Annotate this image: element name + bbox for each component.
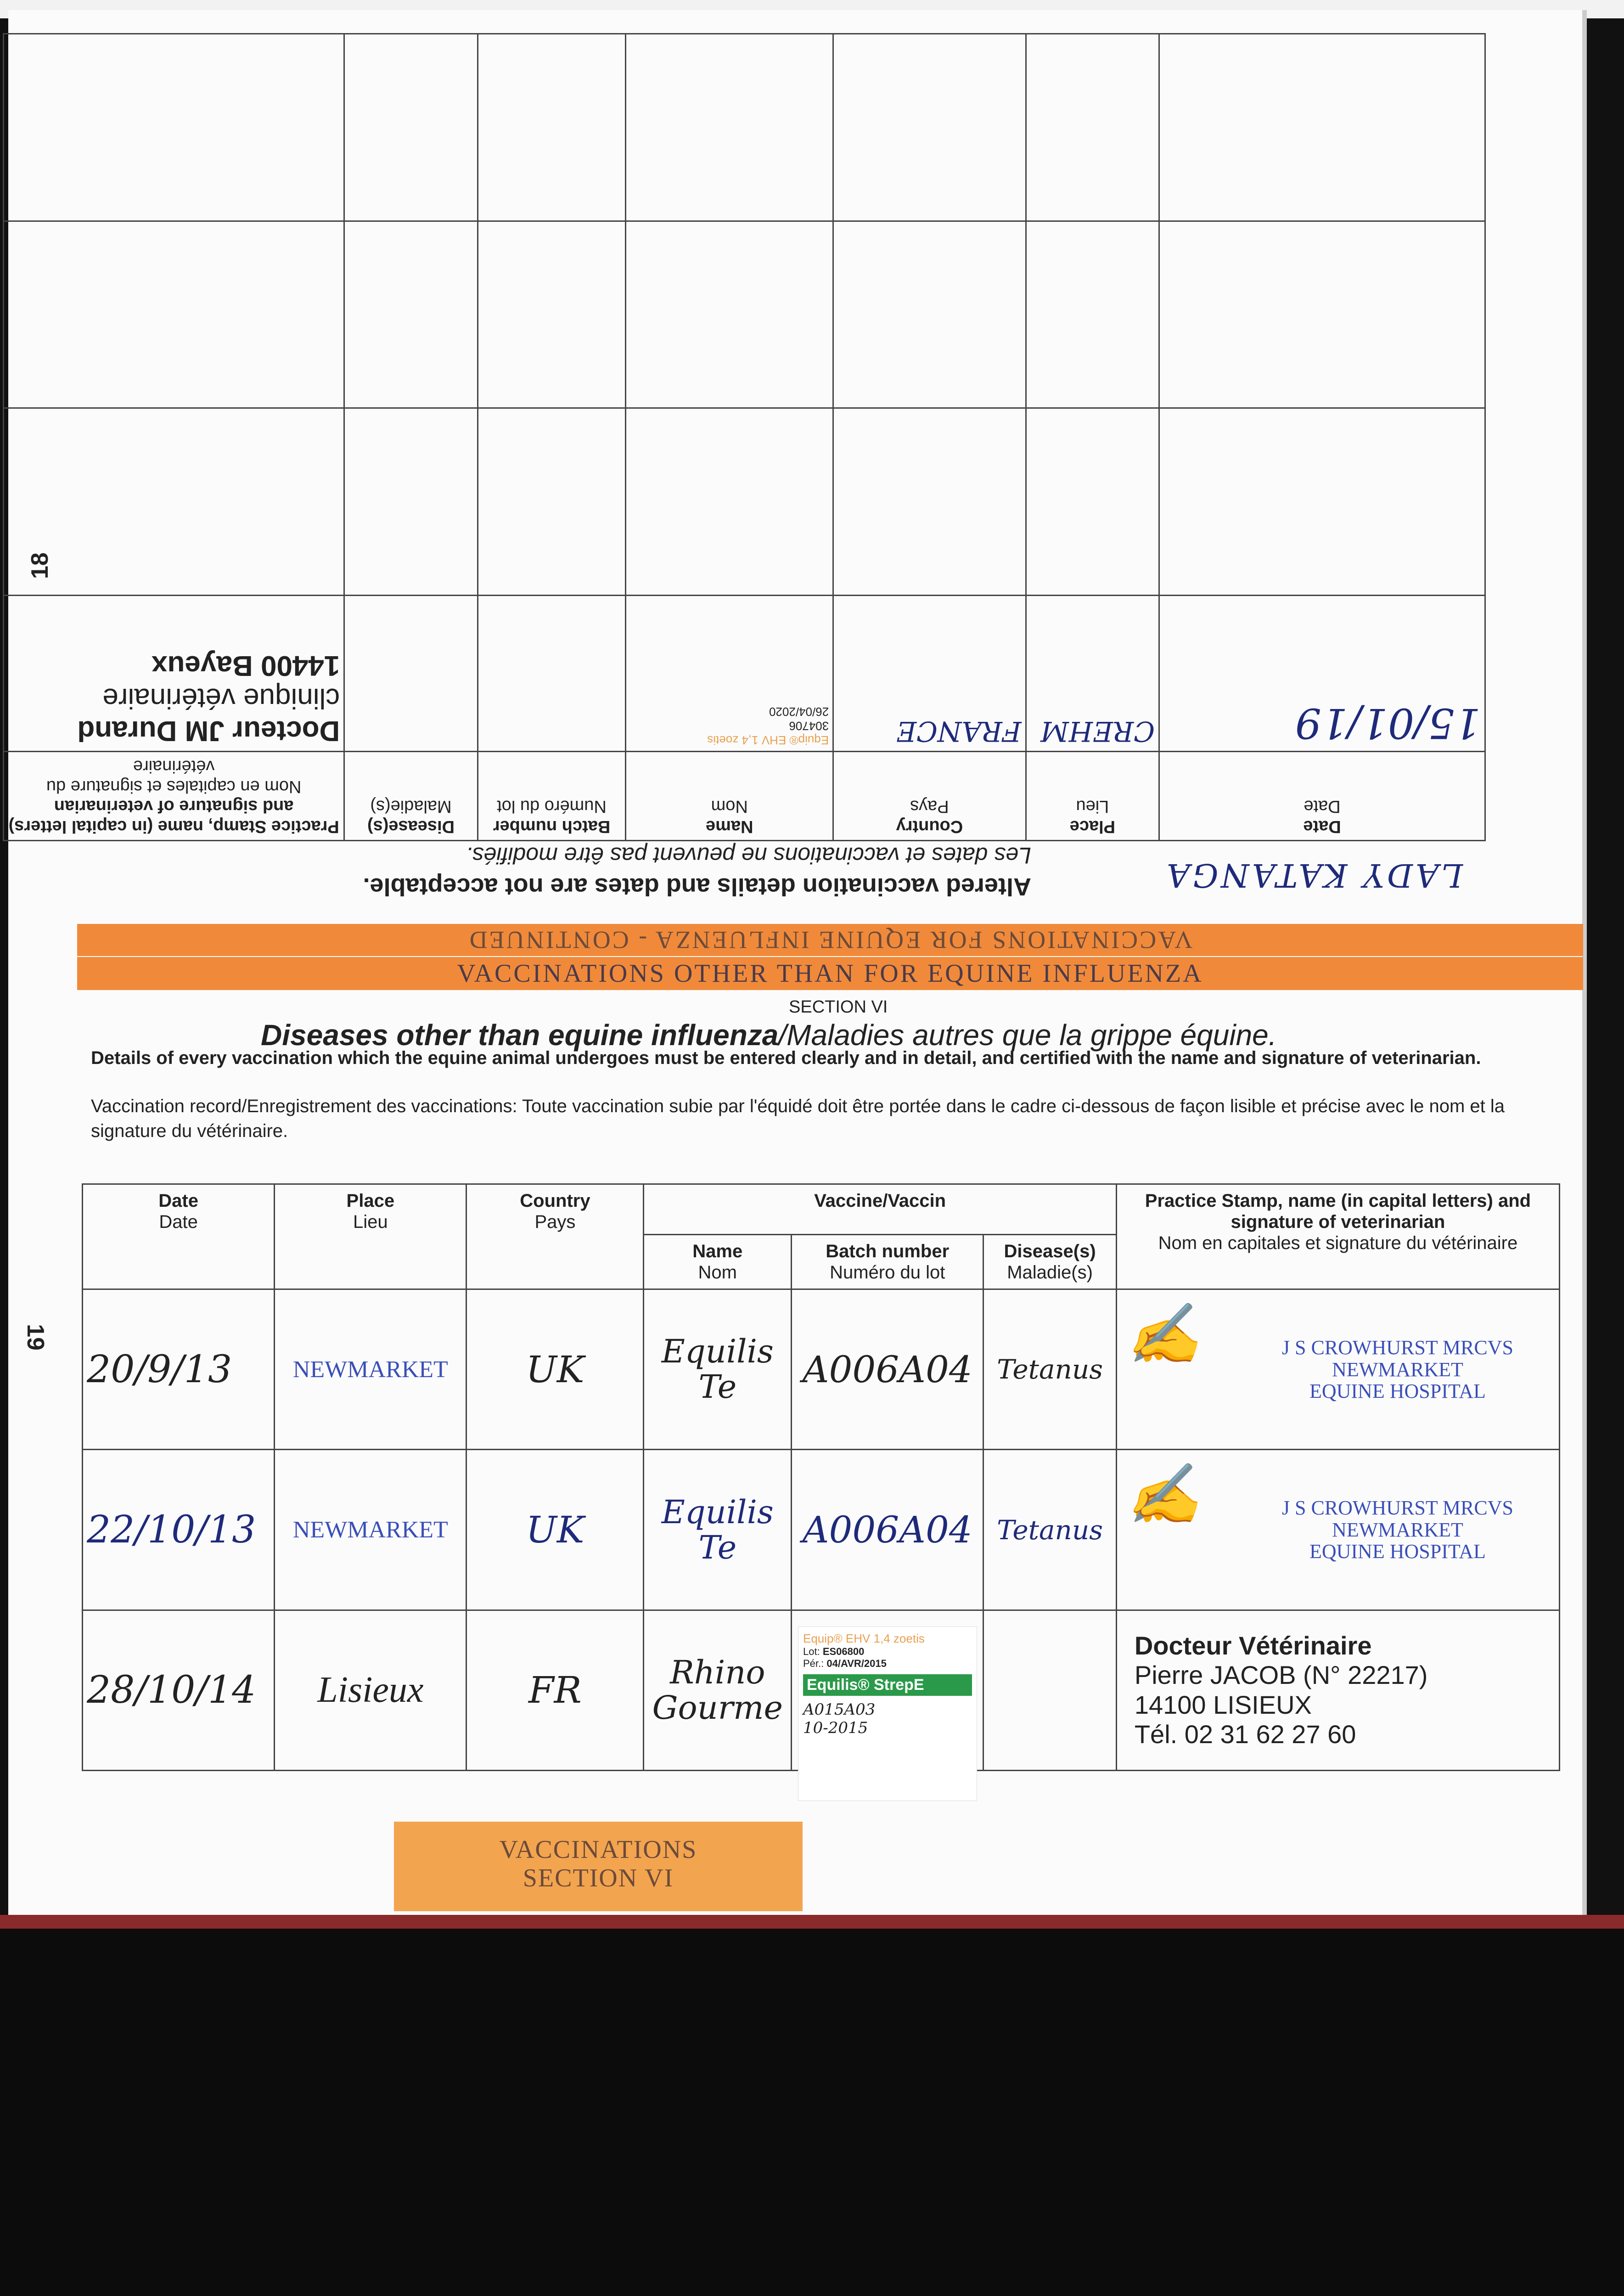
row1-stamp: ✍ J S CROWHURST MRCVS NEWMARKET EQUINE HOSPITAL — [1116, 1289, 1559, 1450]
upper-header-place: Place Lieu — [1026, 752, 1159, 841]
upper-row1-country: FRANCE — [833, 596, 1026, 752]
row1-disease: Tetanus — [983, 1289, 1117, 1450]
upper-empty-cell — [1159, 34, 1485, 221]
row2-stamp: ✍ J S CROWHURST MRCVS NEWMARKET EQUINE HOSPITAL — [1116, 1450, 1559, 1610]
band-other-vaccinations: VACCINATIONS OTHER THAN FOR EQUINE INFLUENZA — [77, 957, 1583, 990]
row1-name: Equilis Te — [644, 1289, 792, 1450]
upper-header-country: Country Pays — [833, 752, 1026, 841]
upper-empty-cell — [1159, 221, 1485, 408]
row1-place: NEWMARKET — [275, 1289, 466, 1450]
row1-country: UK — [466, 1289, 644, 1450]
row2-date: 22/10/13 — [83, 1450, 275, 1610]
header-vaccine: Vaccine/Vaccin — [644, 1184, 1116, 1235]
signature: ✍ — [1126, 1459, 1201, 1530]
row1-batch: A006A04 — [792, 1289, 983, 1450]
row2-place: NEWMARKET — [275, 1450, 466, 1610]
upper-page-rotated — [8, 10, 1582, 929]
upper-empty-cell — [1159, 408, 1485, 596]
row2-name: Equilis Te — [644, 1450, 792, 1610]
row3-disease — [983, 1610, 1117, 1770]
band-continued: VACCINATIONS FOR EQUINE INFLUENZA - CONTINUED — [77, 924, 1583, 956]
upper-row1-disease — [344, 596, 478, 752]
row2-country: UK — [466, 1450, 644, 1610]
page-number-18: 18 — [27, 552, 54, 579]
row3-date: 28/10/14 — [83, 1610, 275, 1770]
scanner-background — [0, 1929, 1624, 2296]
vial-sticker: Equip® EHV 1,4 zoetis Lot: ES06800 Pér.: 04/AVR/2015 Equilis® StrepE A015A03 10-2015 — [798, 1626, 977, 1801]
upper-row1-stamp: Docteur JM Durand clinique vétérinaire 14400 Bayeux — [4, 596, 344, 752]
row3-place: Lisieux — [275, 1610, 466, 1770]
upper-row1-date: 15/01/19 — [1159, 596, 1485, 752]
header-disease: Disease(s) Maladie(s) — [983, 1235, 1117, 1289]
signature: ✍ — [1126, 1299, 1201, 1369]
owner-name-handwritten: LADY KATANGA — [1164, 856, 1463, 894]
upper-header-date: Date Date — [1159, 752, 1485, 841]
row3-stamp: Docteur Vétérinaire Pierre JACOB (N° 22217) 14100 LISIEUX Tél. 02 31 62 27 60 — [1116, 1610, 1559, 1770]
notice-fr: Les dates et vaccinations ne peuvent pas être modifiés. — [466, 843, 1031, 868]
upper-header-stamp: Practice Stamp, name (in capital letters) and signature of veterinarian Nom en capitales et signature du vétérinaire — [4, 752, 344, 841]
cover-edge — [0, 1915, 1624, 1929]
details-en: Details of every vaccination which the equine animal undergoes must be entered clearly and in detail, and certified with the name and signature of veterinarian. — [91, 1048, 1481, 1068]
row3-country: FR — [466, 1610, 644, 1770]
header-date: Date Date — [83, 1184, 275, 1289]
passport-page — [8, 10, 1587, 1920]
upper-row1-place: CREHM — [1026, 596, 1159, 752]
section-label: SECTION VI — [789, 997, 888, 1017]
header-name: Name Nom — [644, 1235, 792, 1289]
upper-row1-batch — [478, 596, 626, 752]
page-number-19: 19 — [22, 1324, 49, 1351]
upper-vaccination-table — [3, 33, 1486, 841]
upper-row1-vial-label: Equip® EHV 1,4 zoetis 304706 26/04/2020 — [626, 596, 833, 752]
upper-header-disease: Disease(s) Maladie(s) — [344, 752, 478, 841]
section-title-en: Diseases other than equine influenza — [261, 1019, 779, 1052]
header-country: Country Pays — [466, 1184, 644, 1289]
table-row — [83, 1450, 1560, 1610]
upper-header-batch: Batch number Numéro du lot — [478, 752, 626, 841]
upper-header-name: Name Nom — [626, 752, 833, 841]
header-stamp: Practice Stamp, name (in capital letters) and signature of veterinarian Nom en capitales et signature du vétérinaire — [1116, 1184, 1559, 1289]
row3-name: Rhino Gourme — [644, 1610, 792, 1770]
notice-en: Altered vaccination details and dates are not acceptable. — [363, 873, 1031, 900]
table-row — [83, 1289, 1560, 1450]
row2-batch: A006A04 — [792, 1450, 983, 1610]
details-fr: Vaccination record/Enregistrement des vaccinations: Toute vaccination subie par l'équidé doit être portée dans le cadre ci-dessous de façon lisible et précise avec le nom et la signature du vétérinaire. — [91, 1096, 1505, 1141]
section-title-fr: /Maladies autres que la grippe équine. — [778, 1019, 1277, 1052]
header-batch: Batch number Numéro du lot — [792, 1235, 983, 1289]
row2-disease: Tetanus — [983, 1450, 1117, 1610]
row1-date: 20/9/13 — [83, 1289, 275, 1450]
section-tab: VACCINATIONS SECTION VI — [394, 1822, 803, 1911]
product-name: Equilis® StrepE — [803, 1674, 972, 1696]
header-place: Place Lieu — [275, 1184, 466, 1289]
